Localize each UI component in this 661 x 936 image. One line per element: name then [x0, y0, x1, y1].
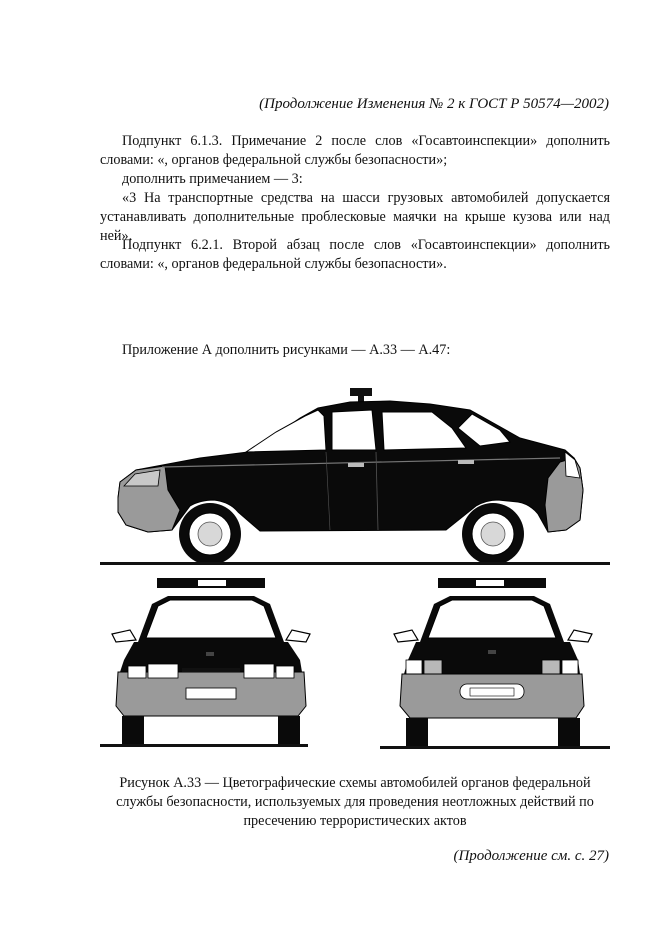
paragraph-note-3-text: «3 На транспортные средства на шасси грузовых автомобилей допускается устанавливать дополнительные проблесковые маячки на крыше кузова или над ней».: [100, 190, 610, 244]
front-license-plate: [186, 688, 236, 699]
appendix-line: Приложение А дополнить рисунками — А.33 — А.47:: [122, 342, 451, 358]
rear-wheel: [462, 503, 524, 565]
figure-caption: Рисунок А.33 — Цветографические схемы автомобилей органов федеральной службы безопасности, используемых для проведения неотложных действий по пресечению террористических актов: [116, 775, 594, 829]
paragraph-add-note-text: дополнить примечанием — 3:: [122, 171, 303, 187]
side-beacon: [350, 388, 372, 396]
car-front-view: [100, 578, 310, 747]
car-side-view: [100, 388, 610, 565]
side-front-window: [332, 410, 376, 450]
paragraph-6-2-1-text: Подпункт 6.2.1. Второй абзац после слов «Госавтоинспекции» дополнить словами: «, органов федеральной службы безопасности».: [100, 237, 610, 272]
front-wheel: [179, 503, 241, 565]
rear-window: [428, 600, 556, 638]
side-ground-line: [100, 562, 610, 565]
paragraph-6-1-3-text: Подпункт 6.1.3. Примечание 2 после слов «Госавтоинспекции» дополнить словами: «, органов федеральной службы безопасности»;: [100, 133, 610, 168]
continuation-footer: (Продолжение см. с. 27): [453, 848, 609, 864]
side-windshield: [246, 410, 326, 452]
rear-license-plate: [470, 688, 514, 696]
front-windshield: [146, 600, 276, 638]
continuation-header: (Продолжение Изменения № 2 к ГОСТ Р 50574—2002): [259, 96, 609, 112]
car-rear-view: [380, 578, 610, 749]
